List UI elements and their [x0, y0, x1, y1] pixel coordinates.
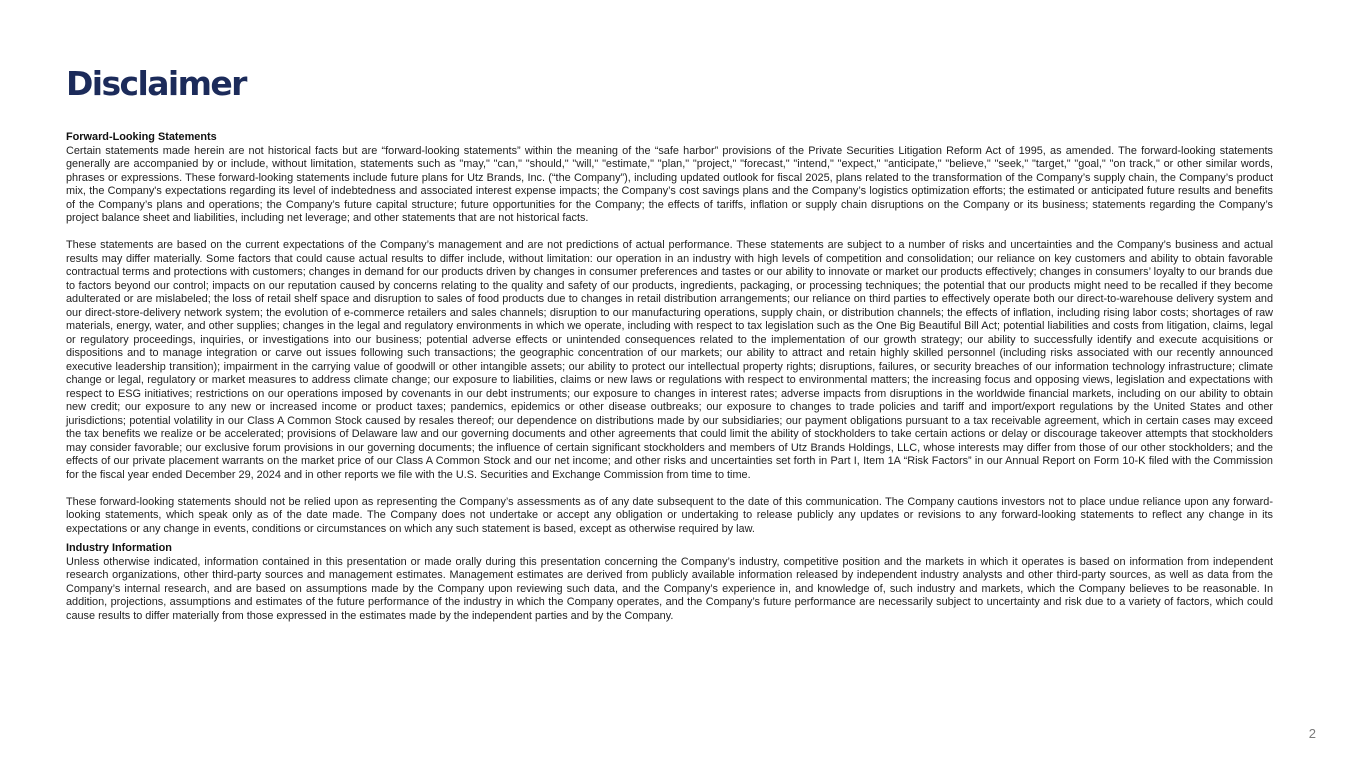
paragraph-spacer	[66, 482, 1273, 496]
page-number: 2	[1308, 726, 1316, 741]
forward-looking-paragraph-3: These forward-looking statements should not be relied upon as representing the Company’s assessments as of any date subsequent to the date of this communication. The Company cautions investors not to place undue reliance upon any forward-looking statements, which speak only as of the date made. The Company does not undertake or accept any obligation or undertaking to release publicly any updates or revisions to any forward-looking statements to reflect any change in its expectations or any change in events, conditions or circumstances on which any such statement is based, except as otherwise required by law.	[66, 495, 1273, 535]
industry-information-paragraph-1: Unless otherwise indicated, information contained in this presentation or made orally during this presentation concerning the Company’s industry, competitive position and the markets in which it operates is based on information from independent research organizations, other third-party sources and management estimates. Management estimates are derived from publicly available information released by independent industry analysts and other third-party sources, as well as data from the Company’s internal research, and are based on assumptions made by the Company upon reviewing such data, and the Company’s experience in, and knowledge of, such industry and markets, which the Company believes to be reasonable. In addition, projections, assumptions and estimates of the future performance of the industry in which the Company operates, and the Company’s future performance are necessarily subject to uncertainty and risk due to a variety of factors, which could cause results to differ materially from those expressed in the estimates made by the independent parties and by the Company.	[66, 555, 1273, 622]
forward-looking-paragraph-2: These statements are based on the current expectations of the Company’s management and are not predictions of actual performance. These statements are subject to a number of risks and uncertainties and the Company’s business and actual results may differ materially. Some factors that could cause actual results to differ include, without limitation: our operation in an industry with high levels of competition and consolidation; our reliance on key customers and ability to obtain favorable contractual terms and protections with customers; changes in demand for our products driven by changes in consumer preferences and tastes or our ability to innovate or market our products effectively; changes in consumers’ loyalty to our brands due to factors beyond our control; impacts on our reputation caused by concerns relating to the quality and safety of our products, ingredients, packaging, or processing techniques; the potential that our products might need to be recalled if they become adulterated or are mislabeled; the loss of retail shelf space and disruption to sales of food products due to changes in retail distribution arrangements; our reliance on third parties to effectively operate both our direct-to-warehouse delivery system and our direct-store-delivery network system; the evolution of e-commerce retailers and sales channels; disruption to our manufacturing operations, supply chain, or distribution channels; the effects of inflation, including rising labor costs; shortages of raw materials, energy, water, and other supplies; changes in the legal and regulatory environments in which we operate, including with respect to tax legislation such as the One Big Beautiful Bill Act; potential liabilities and costs from litigation, claims, legal or regulatory proceedings, inquiries, or investigations into our business; potential adverse effects or unintended consequences related to the implementation of our growth strategy; our ability to successfully identify and execute acquisitions or dispositions and to manage integration or carve out issues following such transactions; the geographic concentration of our markets; our ability to attract and retain highly skilled personnel (including risks associated with our recently announced executive leadership transition); impairment in the carrying value of goodwill or other intangible assets; our ability to protect our intellectual property rights; disruptions, failures, or security breaches of our information technology infrastructure; climate change or legal, regulatory or market measures to address climate change; our exposure to liabilities, claims or new laws or regulations with respect to environmental matters; the increasing focus and opposing views, legislation and expectations with respect to ESG initiatives; restrictions on our operations imposed by covenants in our debt instruments; our exposure to changes in interest rates; adverse impacts from disruptions in the worldwide financial markets, including on our ability to obtain new credit; our exposure to any new or increased income or product taxes; pandemics, epidemics or other disease outbreaks; our exposure to changes to trade policies and tariff and import/export regulations by the United States and other jurisdictions; potential volatility in our Class A Common Stock caused by resales thereof; our dependence on distributions made by our subsidiaries; our payment obligations pursuant to a tax receivable agreement, which in certain cases may exceed the tax benefits we realize or be accelerated; provisions of Delaware law and our governing documents and other agreements that could limit the ability of stockholders to take certain actions or delay or discourage takeover attempts that stockholders may consider favorable; our exclusive forum provisions in our governing documents; the influence of certain significant stockholders and members of Utz Brands Holdings, LLC, whose interests may differ from those of our other stockholders; and the effects of our private placement warrants on the market price of our Class A Common Stock and our net income; and other risks and uncertainties set forth in Part I, Item 1A “Risk Factors” in our Annual Report on Form 10-K filed with the Commission for the fiscal year ended December 29, 2024 and in other reports we file with the U.S. Securities and Exchange Commission from time to time.	[66, 239, 1273, 481]
forward-looking-heading: Forward-Looking Statements	[66, 131, 217, 143]
slide-title: Disclaimer	[66, 64, 246, 103]
industry-information-heading: Industry Information	[66, 542, 172, 554]
industry-information-section	[66, 542, 1273, 623]
forward-looking-paragraph-1: Certain statements made herein are not historical facts but are “forward-looking statements” within the meaning of the “safe harbor” provisions of the Private Securities Litigation Reform Act of 1995, as amended. The forward-looking statements generally are accompanied by or include, without limitation, statements such as "may," "can," "should," "will," "estimate," "plan," "project," "forecast," "intend," "expect," "anticipate," "believe," "seek," "target," "goal," "on track," or other similar words, phrases or expressions. These forward-looking statements include future plans for Utz Brands, Inc. (“the Company”), including updated outlook for fiscal 2025, plans related to the transformation of the Company’s supply chain, the Company’s product mix, the Company's expectations regarding its level of indebtedness and associated interest expense impacts; the Company’s cost savings plans and the Company’s logistics optimization efforts; the estimated or anticipated future results and benefits of the Company’s plans and operations; the Company’s future capital structure; future opportunities for the Company; the effects of tariffs, inflation or supply chain disruptions on the Company or its business; statements regarding the Company’s project balance sheet and liabilities, including net leverage; and other statements that are not historical facts.	[66, 144, 1273, 224]
disclaimer-body	[66, 131, 1273, 623]
forward-looking-section	[66, 131, 1273, 536]
paragraph-spacer	[66, 226, 1273, 240]
